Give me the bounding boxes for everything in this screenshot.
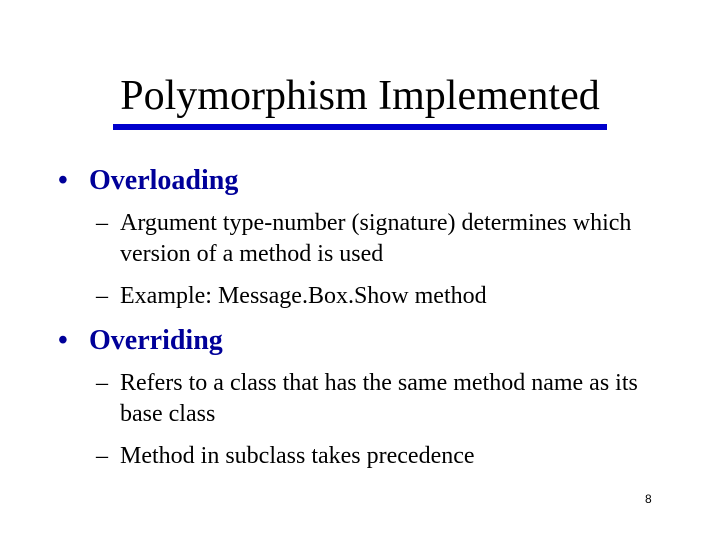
subpoint-text: Example: Message.Box.Show method (120, 283, 487, 309)
bullet-marker: • (58, 165, 68, 196)
subpoint-marker: – (96, 370, 108, 396)
subpoint-text: Argument type-number (signature) determines which version of a method is used (120, 210, 632, 267)
subpoint-text: Refers to a class that has the same method name as its base class (120, 370, 638, 427)
title-underline (113, 124, 607, 130)
bullet-label: Overriding (89, 325, 223, 356)
bullet-marker: • (58, 325, 68, 356)
subpoint-text: Method in subclass takes precedence (120, 443, 475, 469)
subpoint-precedence (96, 441, 676, 472)
bullet-label: Overloading (89, 165, 239, 196)
subpoint-marker: – (96, 283, 108, 309)
subpoint-marker: – (96, 443, 108, 469)
slide-title: Polymorphism Implemented (120, 73, 600, 119)
subpoint-example (96, 281, 676, 312)
subpoint-marker: – (96, 210, 108, 236)
page-number: 8 (645, 492, 652, 506)
subpoint-signature (96, 208, 676, 270)
subpoint-refers (96, 368, 676, 430)
